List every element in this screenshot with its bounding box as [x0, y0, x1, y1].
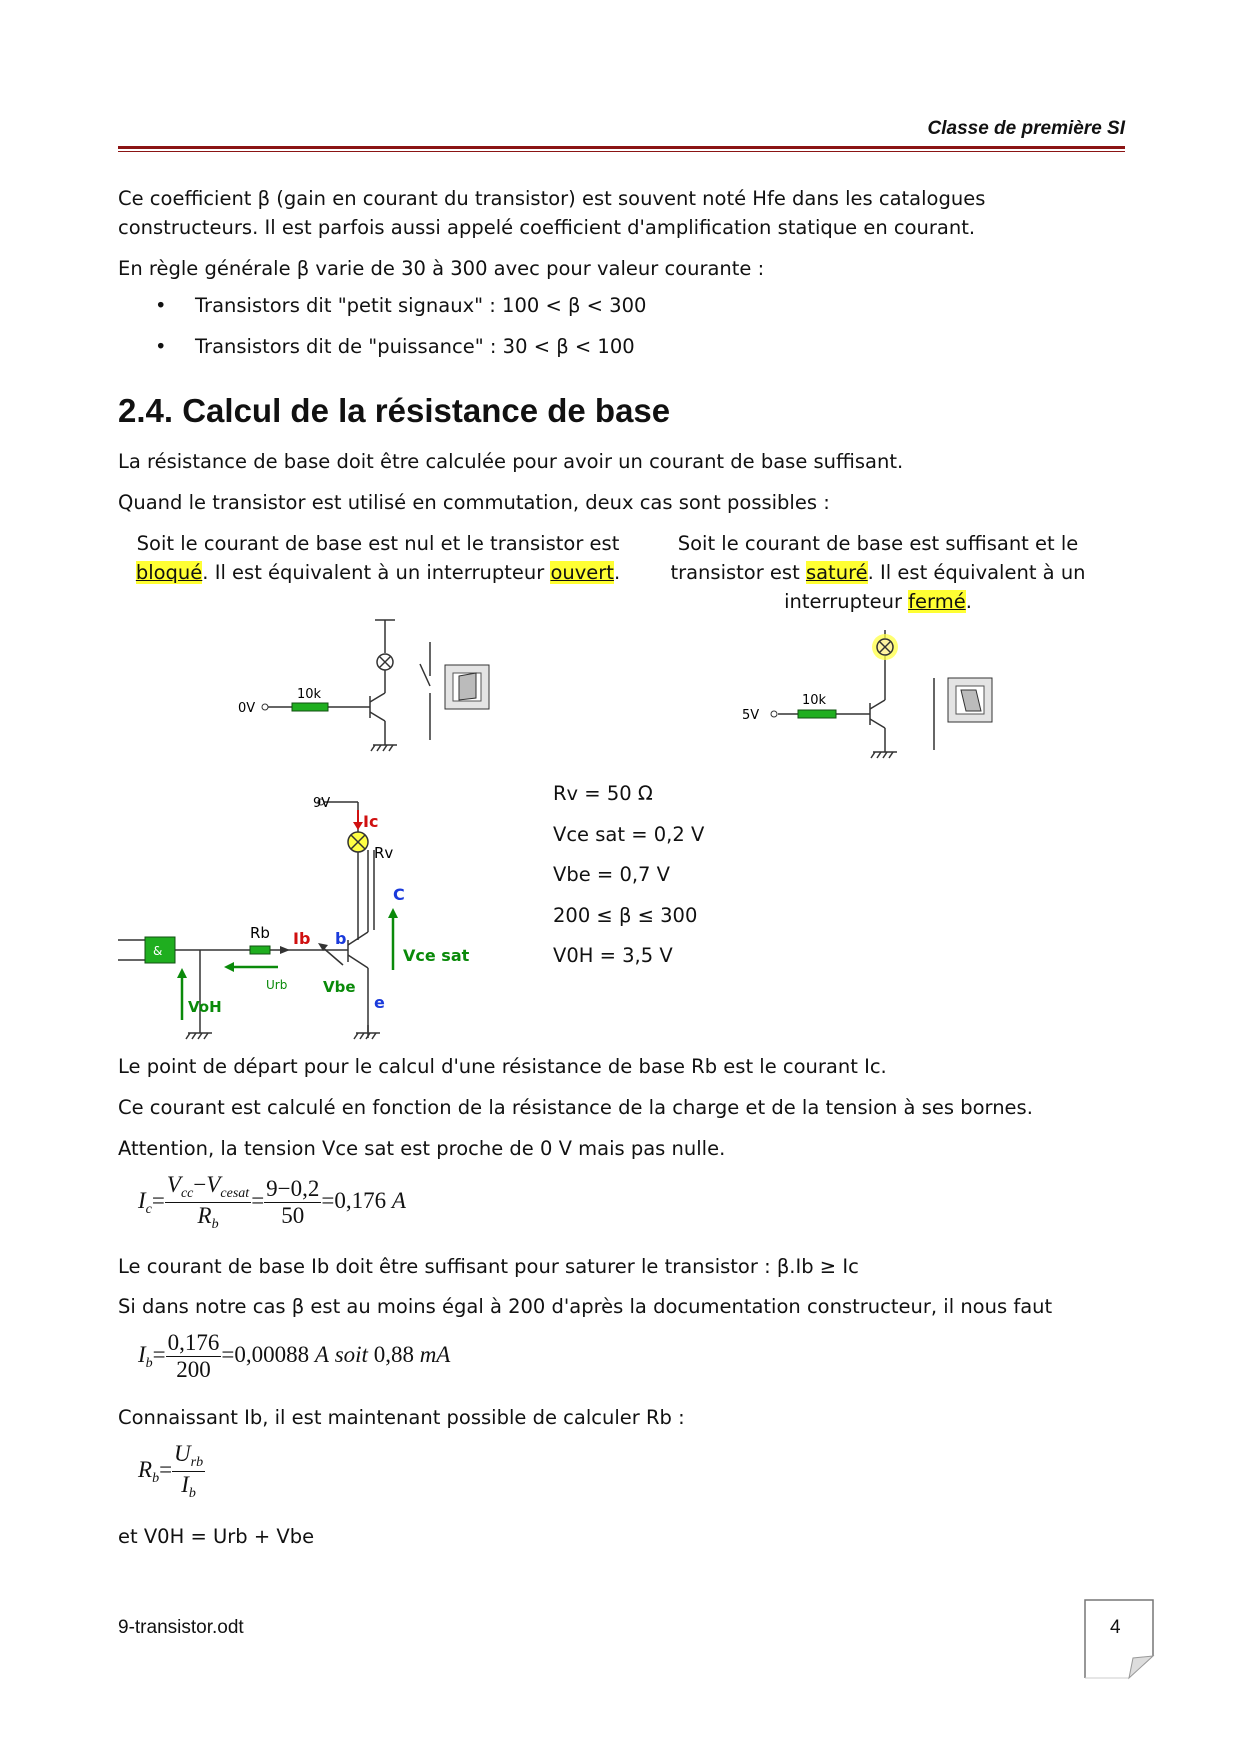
- formula-word: soit: [334, 1341, 368, 1367]
- diagram-blocked: [230, 618, 500, 763]
- body-paragraph-6: Le courant de base Ib doit être suffisant pour saturer le transistor : β.Ib ≥ Ic: [118, 1255, 859, 1278]
- diagram-main-circuit: [118, 780, 518, 1050]
- diagram-saturated: [740, 630, 1010, 770]
- label-ic: Ic: [363, 812, 379, 831]
- highlight-bloque: bloqué: [135, 561, 203, 584]
- page-corner-icon: [1083, 1598, 1155, 1680]
- resistor-10k: [798, 710, 836, 718]
- formula-result: 0,88: [373, 1341, 414, 1367]
- formula-symbol: R: [197, 1203, 212, 1228]
- label-rb: Rb: [250, 924, 270, 942]
- formula-unit: mA: [419, 1341, 451, 1367]
- formula-sub: c: [145, 1201, 152, 1217]
- body-paragraph-7: Si dans notre cas β est au moins égal à 200 d'après la documentation constructeur, il nous faut: [118, 1295, 1053, 1318]
- formula-ib: [138, 1330, 450, 1383]
- arrow-ib: [280, 946, 290, 954]
- label-e: e: [374, 993, 385, 1012]
- label-urb: Urb: [266, 978, 288, 992]
- param-beta: 200 ≤ β ≤ 300: [553, 904, 698, 927]
- formula-symbol: V: [166, 1172, 181, 1197]
- supply-label: 9V: [313, 796, 331, 811]
- arrow-urb: [224, 962, 234, 972]
- label-voh: VoH: [188, 998, 222, 1016]
- formula-unit: A: [314, 1341, 329, 1367]
- fraction: [165, 1172, 251, 1233]
- arrow-voh: [177, 968, 187, 978]
- highlight-ouvert: ouvert: [550, 561, 614, 584]
- header-rule-thick: [118, 146, 1125, 149]
- case-text: Soit le courant de base est suffisant et le: [677, 532, 1079, 555]
- formula-sub: rb: [190, 1455, 204, 1470]
- case-text: .: [613, 561, 621, 584]
- param-vbe: Vbe = 0,7 V: [553, 863, 670, 886]
- intro-line-1: Ce coefficient β (gain en courant du transistor) est souvent noté Hfe dans les catalogues: [118, 187, 986, 210]
- formula-sub: b: [188, 1486, 196, 1501]
- page-number: 4: [1110, 1617, 1121, 1638]
- formula-op: −: [193, 1172, 207, 1197]
- arrow-vce: [388, 908, 398, 918]
- formula-symbol: U: [174, 1441, 191, 1466]
- label-c: C: [393, 885, 405, 904]
- formula-op: =: [221, 1341, 235, 1367]
- case-blocked: [118, 529, 638, 587]
- label-vce-sat: Vce sat: [403, 946, 470, 965]
- formula-sub: b: [145, 1355, 153, 1371]
- formula-unit: A: [391, 1187, 406, 1213]
- formula-symbol: V: [206, 1172, 221, 1197]
- formula-num: 9−0,2: [266, 1176, 320, 1201]
- fraction: [172, 1441, 205, 1502]
- section-heading: 2.4. Calcul de la résistance de base: [118, 392, 671, 429]
- formula-op: =: [159, 1456, 173, 1482]
- bullet-marker: •: [155, 335, 167, 358]
- fraction: [264, 1176, 321, 1229]
- case-text: . Il est équivalent à un: [867, 561, 1086, 584]
- param-voh: V0H = 3,5 V: [553, 944, 673, 967]
- fraction: [166, 1330, 222, 1383]
- formula-den: 200: [176, 1357, 211, 1382]
- intro-paragraph-1: [118, 184, 985, 242]
- highlight-sature: saturé: [805, 561, 868, 584]
- label-b: b: [335, 929, 347, 948]
- param-vce: Vce sat = 0,2 V: [553, 823, 705, 846]
- formula-op: =: [321, 1187, 335, 1213]
- formula-op: =: [251, 1187, 265, 1213]
- body-paragraph-9: et V0H = Urb + Vbe: [118, 1525, 315, 1548]
- formula-op: =: [151, 1187, 165, 1213]
- case-text: . Il est équivalent à un interrupteur: [202, 561, 551, 584]
- body-paragraph-8: Connaissant Ib, il est maintenant possible de calculer Rb :: [118, 1406, 685, 1429]
- header-rule-thin: [118, 151, 1125, 152]
- formula-symbol: I: [138, 1187, 146, 1213]
- formula-rb: [138, 1441, 205, 1502]
- resistor-label: 10k: [297, 687, 322, 702]
- formula-sub: b: [211, 1217, 219, 1232]
- body-paragraph-5: Attention, la tension Vce sat est proche de 0 V mais pas nulle.: [118, 1137, 726, 1160]
- bullet-item: Transistors dit "petit signaux" : 100 < β < 300: [195, 294, 647, 317]
- formula-sub: cesat: [220, 1186, 250, 1201]
- formula-symbol: R: [138, 1456, 153, 1482]
- section-paragraph-2: Quand le transistor est utilisé en commutation, deux cas sont possibles :: [118, 491, 830, 514]
- label-vbe: Vbe: [323, 978, 356, 996]
- case-text: Soit le courant de base est nul et le transistor est: [136, 532, 620, 555]
- label-rv: Rv: [374, 844, 394, 862]
- bullet-marker: •: [155, 294, 167, 317]
- formula-op: =: [152, 1341, 166, 1367]
- body-paragraph-3: Le point de départ pour le calcul d'une résistance de base Rb est le courant Ic.: [118, 1055, 887, 1078]
- resistor-10k: [292, 703, 328, 711]
- formula-sub: cc: [180, 1186, 194, 1201]
- section-paragraph-1: La résistance de base doit être calculée pour avoir un courant de base suffisant.: [118, 450, 904, 473]
- label-ib: Ib: [293, 929, 311, 948]
- input-5v-label: 5V: [742, 708, 760, 723]
- header-title: Classe de première SI: [927, 118, 1125, 139]
- formula-den: 50: [281, 1203, 305, 1228]
- formula-symbol: I: [138, 1341, 146, 1367]
- formula-num: 0,176: [167, 1330, 220, 1355]
- param-rv: Rv = 50 Ω: [553, 782, 653, 805]
- case-saturated: [648, 529, 1108, 616]
- formula-symbol: I: [181, 1472, 189, 1497]
- input-0v-label: 0V: [238, 701, 256, 716]
- formula-result: 0,00088: [234, 1341, 310, 1367]
- gate-symbol: &: [153, 944, 163, 958]
- resistor-label: 10k: [802, 693, 827, 708]
- case-text: interrupteur: [784, 590, 909, 613]
- formula-sub: b: [152, 1470, 160, 1486]
- highlight-ferme: fermé: [908, 590, 966, 613]
- body-paragraph-4: Ce courant est calculé en fonction de la résistance de la charge et de la tension à ses bornes.: [118, 1096, 1033, 1119]
- bullet-item: Transistors dit de "puissance" : 30 < β < 100: [195, 335, 635, 358]
- formula-ic: [138, 1172, 406, 1233]
- intro-line-2: constructeurs. Il est parfois aussi appelé coefficient d'amplification statique en courant.: [118, 216, 976, 239]
- intro-paragraph-2: En règle générale β varie de 30 à 300 avec pour valeur courante :: [118, 257, 765, 280]
- case-text: .: [965, 590, 972, 613]
- arrow-ic: [353, 822, 363, 830]
- resistor-rb: [250, 946, 270, 954]
- formula-result: 0,176: [334, 1187, 387, 1213]
- case-text: transistor est: [670, 561, 806, 584]
- footer-filename: 9-transistor.odt: [118, 1617, 244, 1638]
